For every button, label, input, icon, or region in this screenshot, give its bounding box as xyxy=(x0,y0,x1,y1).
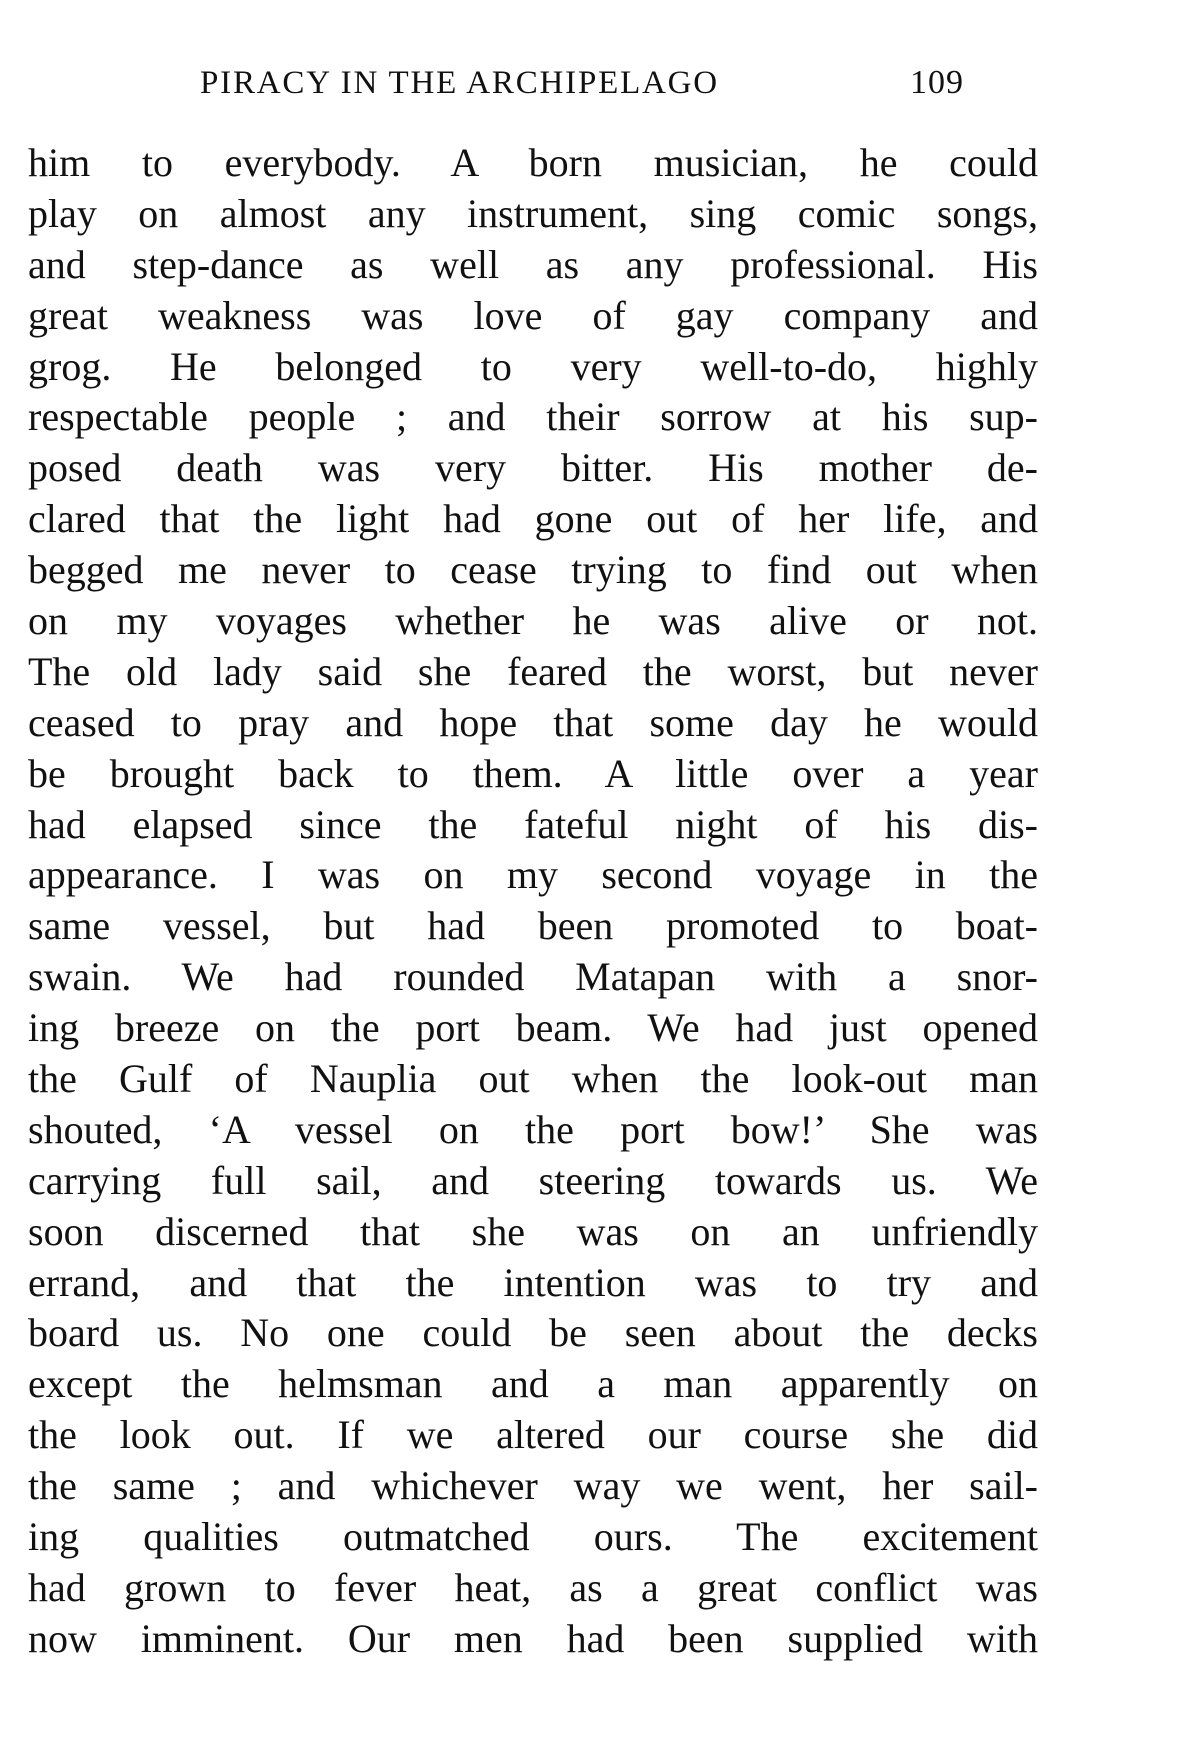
body-text xyxy=(28,138,1038,1665)
text-line: errand, and that the intention was to try and xyxy=(28,1259,1038,1305)
text-line: soon discerned that she was on an unfriendly xyxy=(28,1208,1038,1254)
text-line: ing breeze on the port beam. We had just opened xyxy=(28,1005,1038,1051)
page-number: 109 xyxy=(910,64,964,101)
text-line: be brought back to them. A little over a year xyxy=(28,750,1038,796)
text-line: respectable people ; and their sorrow at his sup- xyxy=(28,394,1038,440)
text-line: swain. We had rounded Matapan with a snor- xyxy=(28,954,1038,1000)
text-line: board us. No one could be seen about the decks xyxy=(28,1310,1038,1356)
text-line: shouted, ‘A vessel on the port bow!’ She was xyxy=(28,1106,1038,1152)
text-line: clared that the light had gone out of her life, and xyxy=(28,496,1038,542)
text-line: the same ; and whichever way we went, her sail- xyxy=(28,1463,1038,1509)
text-line: the look out. If we altered our course she did xyxy=(28,1412,1038,1458)
running-head xyxy=(0,58,1204,108)
text-line: begged me never to cease trying to find out when xyxy=(28,547,1038,593)
text-line: him to everybody. A born musician, he could xyxy=(28,140,1038,185)
text-line: except the helmsman and a man apparently on xyxy=(28,1361,1038,1407)
text-line: posed death was very bitter. His mother de- xyxy=(28,445,1038,491)
text-line: had grown to fever heat, as a great conflict was xyxy=(28,1564,1038,1610)
text-line: on my voyages whether he was alive or not. xyxy=(28,598,1038,644)
text-line: play on almost any instrument, sing comic songs, xyxy=(28,190,1038,236)
text-line: now imminent. Our men had been supplied with xyxy=(28,1615,1038,1661)
text-line: carrying full sail, and steering towards us. We xyxy=(28,1157,1038,1203)
text-line: great weakness was love of gay company and xyxy=(28,292,1038,338)
text-line: grog. He belonged to very well-to-do, highly xyxy=(28,343,1038,389)
text-line: The old lady said she feared the worst, but never xyxy=(28,648,1038,694)
running-title: PIRACY IN THE ARCHIPELAGO xyxy=(200,65,719,101)
text-line: appearance. I was on my second voyage in the xyxy=(28,852,1038,898)
text-line: ceased to pray and hope that some day he would xyxy=(28,699,1038,745)
text-line: had elapsed since the fateful night of his dis- xyxy=(28,801,1038,847)
text-line: the Gulf of Nauplia out when the look-out man xyxy=(28,1056,1038,1102)
text-line: same vessel, but had been promoted to boat- xyxy=(28,903,1038,949)
text-line: ing qualities outmatched ours. The excitement xyxy=(28,1514,1038,1560)
text-line: and step-dance as well as any professional. His xyxy=(28,241,1038,287)
